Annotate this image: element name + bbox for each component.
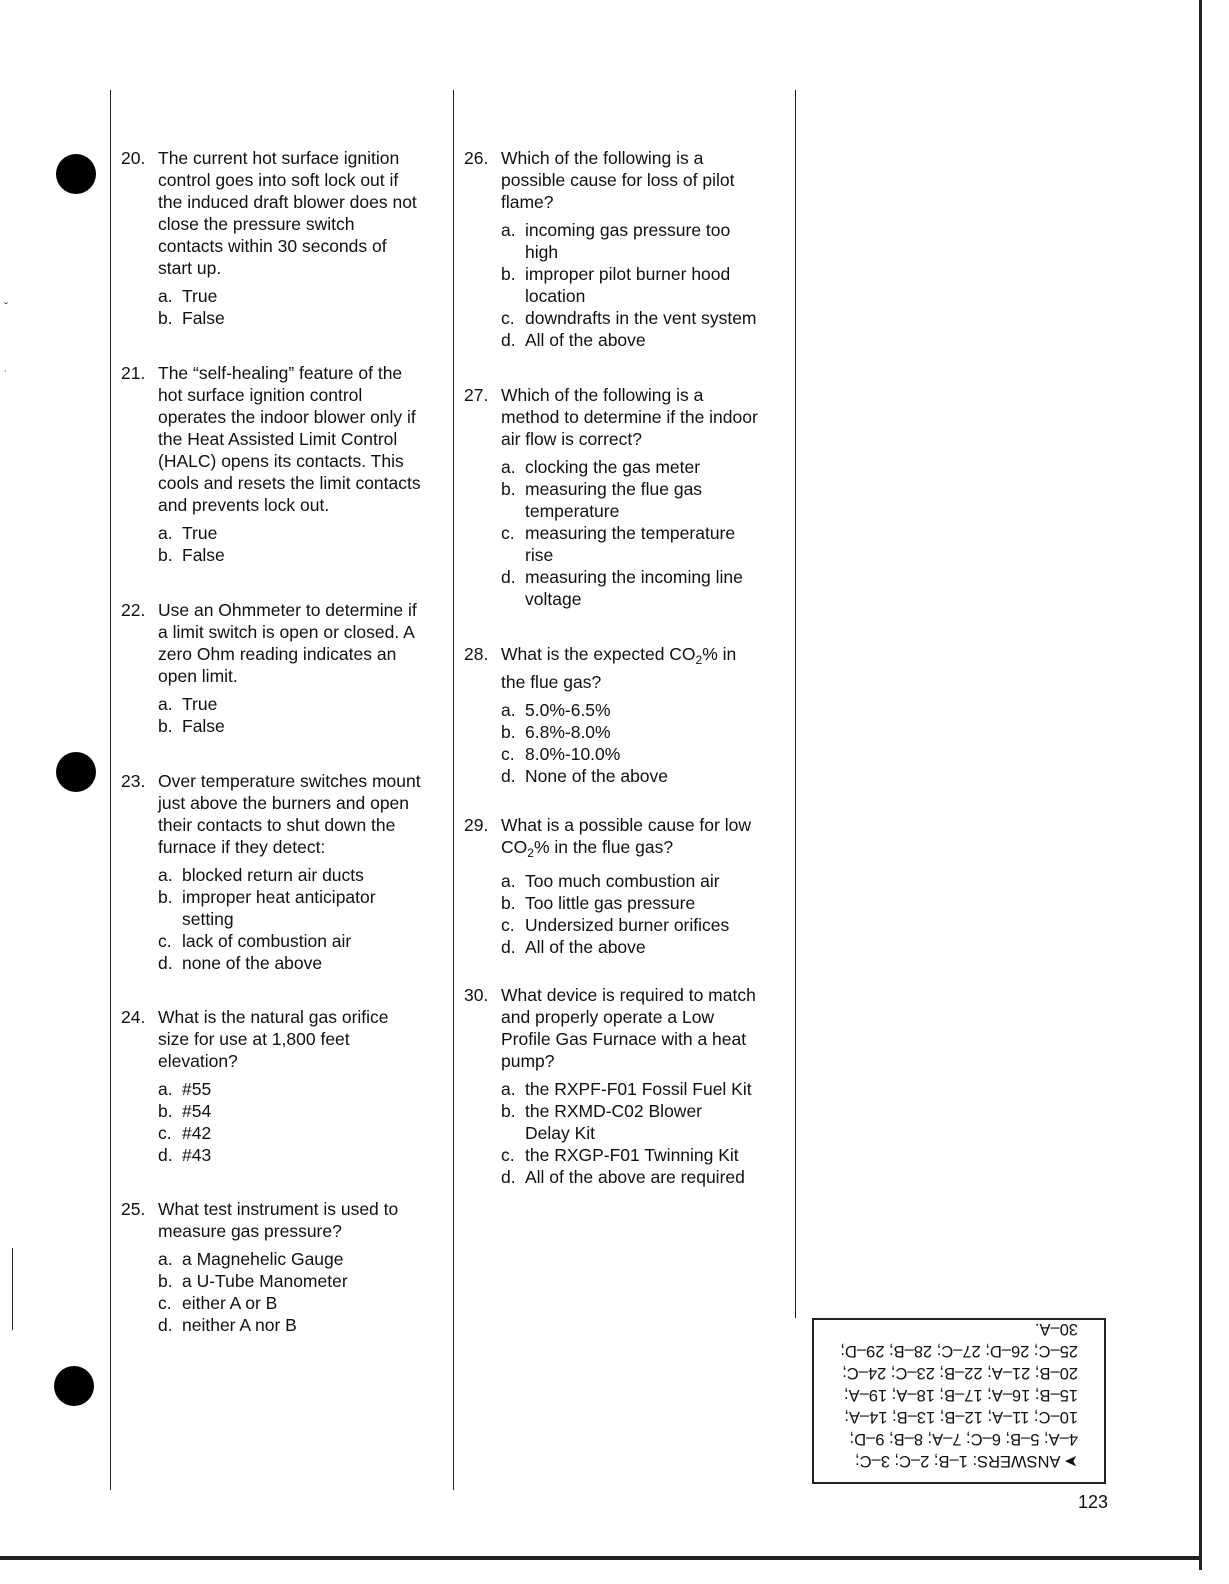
- answer-option: d. neither A nor B: [158, 1315, 297, 1335]
- question-text: What test instrument is used to measure gas pressure?: [158, 1199, 399, 1241]
- question-text: What is the natural gas orifice size for use at 1,800 feet elevation?: [158, 1007, 389, 1071]
- answer-option: a. clocking the gas meter: [501, 457, 701, 477]
- question-number: 26.: [464, 148, 489, 168]
- question-text: What is the expected $CO_2\%$ in the flue gas?: [501, 644, 737, 692]
- column-rule-right: [795, 90, 796, 1318]
- answer-option: a. blocked return air ducts: [158, 865, 364, 885]
- question-22: [121, 599, 421, 737]
- answer-option: c. 8.0%-10.0%: [501, 744, 621, 764]
- question-text: What device is required to match and properly operate a Low Profile Gas Furnace with a heat pump?: [501, 985, 756, 1071]
- answer-option: a. incoming gas pressure too high: [501, 220, 731, 262]
- answer-option: b. False: [158, 308, 225, 328]
- question-text: Which of the following is a method to determine if the indoor air flow is correct?: [501, 385, 758, 449]
- answer-option: d. All of the above: [501, 937, 646, 957]
- question-24: [121, 1006, 421, 1166]
- answer-option: b. a U-Tube Manometer: [158, 1271, 348, 1291]
- answer-option: b. improper pilot burner hood location: [501, 264, 731, 306]
- question-20: [121, 147, 421, 329]
- question-text: Over temperature switches mount just above the burners and open their contacts to shut down the furnace if they detect:: [158, 771, 421, 857]
- question-number: 24.: [121, 1007, 146, 1027]
- answer-key-line: 10–C; 11–A; 12–B; 13–B; 14–A;: [844, 1408, 1078, 1426]
- binder-hole-middle: [56, 752, 96, 792]
- question-number: 28.: [464, 644, 489, 664]
- binder-hole-top: [56, 154, 96, 194]
- answer-key-line: 30–A.: [1034, 1320, 1078, 1338]
- answer-option: b. Too little gas pressure: [501, 893, 696, 913]
- answer-option: a. True: [158, 523, 218, 543]
- answer-option: d. none of the above: [158, 953, 323, 973]
- answer-key-box: [812, 1318, 1106, 1484]
- question-number: 20.: [121, 148, 146, 168]
- question-number: 27.: [464, 385, 489, 405]
- answer-option: c. the RXGP-F01 Twinning Kit: [501, 1145, 739, 1165]
- question-text: The “self-healing” feature of the hot surface ignition control operates the indoor blower only if the Heat Assisted Limit Control (HALC) opens its contacts. This cools and resets the limit contacts and prevents lock out.: [158, 363, 421, 515]
- page-edge-bottom: [0, 1556, 1202, 1560]
- scan-mark: ˙: [4, 368, 8, 382]
- answer-option: b. False: [158, 545, 225, 565]
- answer-option: d. None of the above: [501, 766, 669, 786]
- question-number: 29.: [464, 815, 489, 835]
- answer-option: d. All of the above: [501, 330, 646, 350]
- question-29: [464, 814, 764, 958]
- answer-option: d. measuring the incoming line voltage: [501, 567, 743, 609]
- question-28: [464, 643, 764, 787]
- answer-option: a. a Magnehelic Gauge: [158, 1249, 344, 1269]
- answer-key-line: ➤ ANSWERS: 1–B; 2–C; 3–C;: [855, 1452, 1078, 1470]
- question-number: 22.: [121, 600, 146, 620]
- question-number: 25.: [121, 1199, 146, 1219]
- answer-option: c. measuring the temperature rise: [501, 523, 736, 565]
- scan-mark: ˇ: [4, 300, 8, 314]
- answer-option: b. 6.8%-8.0%: [501, 722, 611, 742]
- binder-hole-bottom: [54, 1366, 94, 1406]
- answer-key-line: 4–A; 5–B; 6–C; 7–A; 8–B; 9–D;: [849, 1430, 1078, 1448]
- answer-option: d. #43: [158, 1145, 212, 1165]
- question-30: [464, 984, 764, 1188]
- answer-option: b. False: [158, 716, 225, 736]
- answer-option: b. measuring the flue gas temperature: [501, 479, 703, 521]
- answer-option: a. the RXPF-F01 Fossil Fuel Kit: [501, 1079, 752, 1099]
- page-number: 123: [1078, 1492, 1109, 1512]
- question-text: What is a possible cause for low $CO_2\%$ in the flue gas?: [501, 815, 751, 860]
- answer-option: b. improper heat anticipator setting: [158, 887, 376, 929]
- answer-option: b. #54: [158, 1101, 212, 1121]
- answer-key-line: 20–B; 21–A; 22–B; 23–C; 24–C;: [842, 1364, 1078, 1382]
- answer-option: a. True: [158, 694, 218, 714]
- answer-option: a. True: [158, 286, 218, 306]
- answer-option: a. 5.0%-6.5%: [501, 700, 611, 720]
- question-text: Which of the following is a possible cause for loss of pilot flame?: [501, 148, 735, 212]
- answer-option: c. downdrafts in the vent system: [501, 308, 757, 328]
- question-21: [121, 362, 421, 566]
- question-number: 23.: [121, 771, 146, 791]
- answer-option: c. lack of combustion air: [158, 931, 352, 951]
- question-23: [121, 770, 421, 974]
- answer-option: c. either A or B: [158, 1293, 278, 1313]
- scan-mark-line: [12, 1248, 13, 1330]
- answer-option: c. #42: [158, 1123, 212, 1143]
- answer-option: a. Too much combustion air: [501, 871, 720, 891]
- question-text: Use an Ohmmeter to determine if a limit switch is open or closed. A zero Ohm reading indicates an open limit.: [158, 600, 417, 686]
- question-text: The current hot surface ignition control goes into soft lock out if the induced draft blower does not close the pressure switch contacts within 30 seconds of start up.: [158, 148, 417, 278]
- answer-key-upside-down: [814, 1320, 1104, 1482]
- page-edge-right: [1199, 0, 1202, 1570]
- answer-option: c. Undersized burner orifices: [501, 915, 730, 935]
- question-number: 21.: [121, 363, 146, 383]
- answer-option: d. All of the above are required: [501, 1167, 745, 1187]
- column-rule-middle: [453, 90, 454, 1490]
- question-26: [464, 147, 764, 351]
- question-27: [464, 384, 764, 610]
- question-number: 30.: [464, 985, 489, 1005]
- column-rule-left: [110, 90, 111, 1490]
- answer-option: a. #55: [158, 1079, 212, 1099]
- answer-option: b. the RXMD-C02 Blower Delay Kit: [501, 1101, 702, 1143]
- question-25: [121, 1198, 421, 1336]
- answer-key-line: 15–B; 16–A; 17–B; 18–A; 19–A;: [844, 1386, 1078, 1404]
- answer-key-line: 25–C; 26–D; 27–C; 28–B; 29–D;: [840, 1342, 1078, 1360]
